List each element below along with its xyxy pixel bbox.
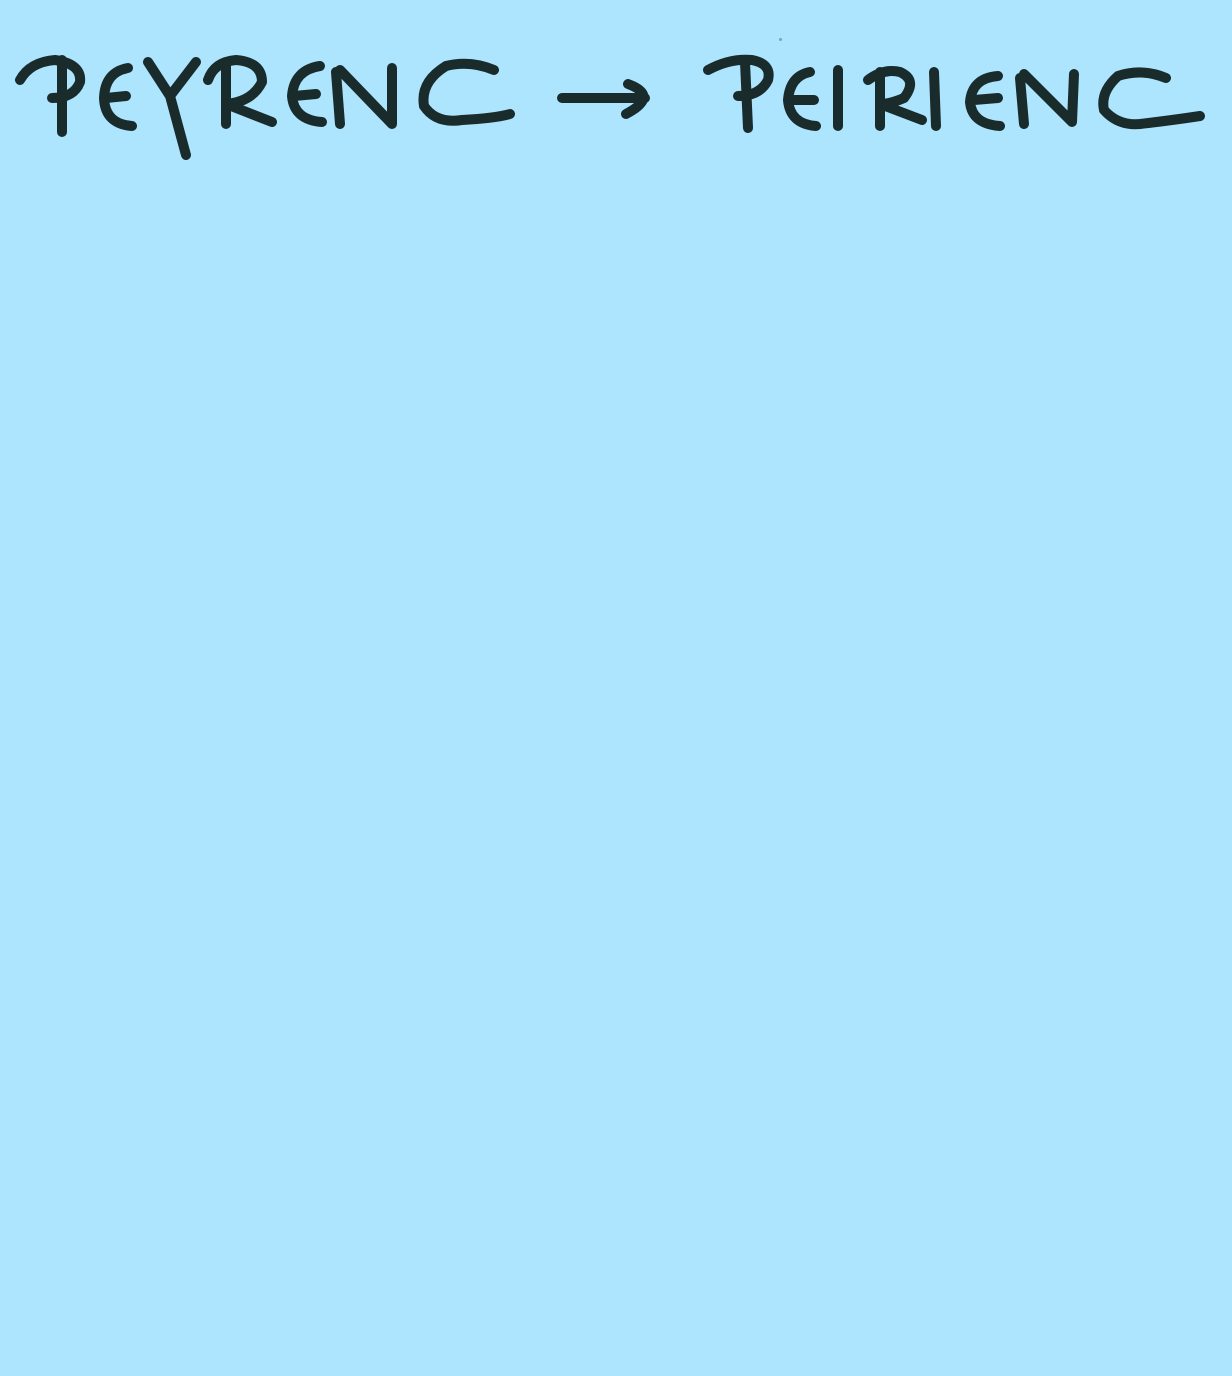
arrow-symbol [562,84,645,114]
paper-speck [779,38,782,41]
handwritten-word-original [20,60,510,155]
handwritten-line [0,0,1232,200]
handwritten-word-replacement [708,60,1200,128]
